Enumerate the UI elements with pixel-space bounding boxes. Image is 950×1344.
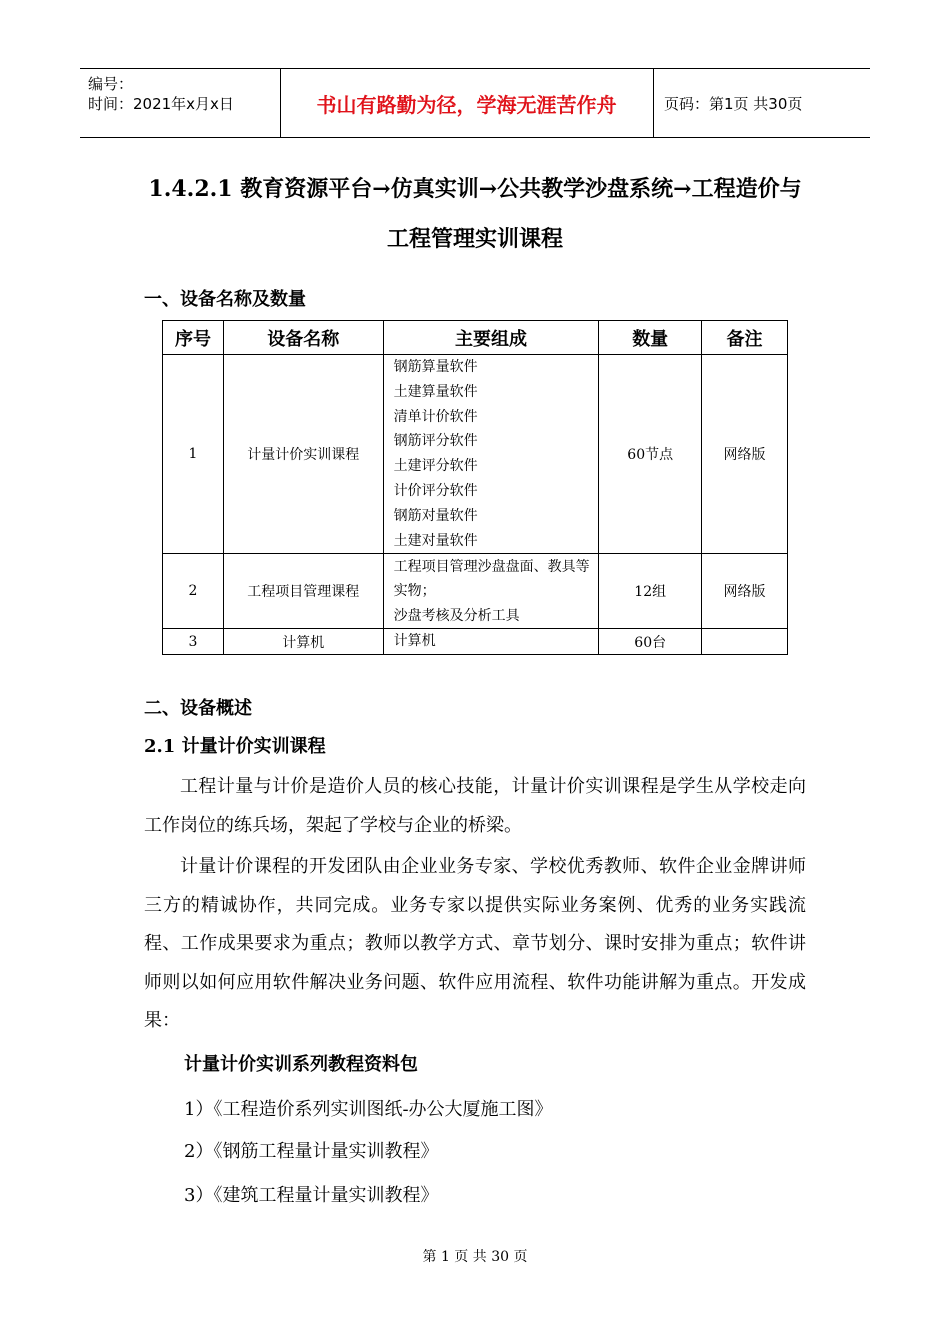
list-item: 1）《工程造价系列实训图纸-办公大厦施工图》 — [184, 1099, 553, 1120]
note — [702, 629, 788, 655]
component-item: 钢筋对量软件 — [393, 507, 478, 524]
component-item: 土建算量软件 — [393, 383, 478, 400]
list-item: 3）《建筑工程量计量实训教程》 — [184, 1185, 439, 1206]
document-title-line1: 1.4.2.1 教育资源平台→仿真实训→公共教学沙盘系统→工程造价与 — [148, 176, 802, 202]
document-title-line2: 工程管理实训课程 — [386, 226, 563, 252]
row-number: 1 — [163, 355, 224, 554]
paragraph-1: 工程计量与计价是造价人员的核心技能，计量计价实训课程是学生从学校走向工作岗位的练兵场，架起了学校与企业的桥梁。 — [144, 776, 806, 836]
header-motto: 书山有路勤为径，学海无涯苦作舟 — [280, 69, 654, 137]
components-cell — [383, 629, 599, 655]
component-item: 计算机 — [393, 633, 436, 650]
table-header-row — [163, 321, 788, 355]
equipment-table — [162, 320, 788, 655]
paragraph-2: 计量计价课程的开发团队由企业业务专家、学校优秀教师、软件企业金牌讲师三方的精诚协作，共同完成。业务专家以提供实际业务案例、优秀的业务实践流程、工作成果要求为重点；教师以教学方式、章节划分、课时安排为重点；软件讲师则以如何应用软件解决业务问题、软件应用流程、软件功能讲解为重点。开发成果： — [144, 856, 806, 1031]
header-page-info: 页码：第1页 共30页 — [664, 94, 803, 113]
column-header: 数量 — [599, 321, 702, 355]
components-cell — [383, 355, 599, 554]
equipment-name: 计算机 — [223, 629, 383, 655]
quantity: 12组 — [599, 554, 702, 629]
component-item: 工程项目管理沙盘盘面、教具等实物； — [393, 558, 590, 600]
number-label: 编号： — [88, 75, 134, 93]
component-item: 沙盘考核及分析工具 — [393, 607, 520, 624]
quantity: 60台 — [599, 629, 702, 655]
component-item: 土建对量软件 — [393, 532, 478, 549]
component-item: 钢筋评分软件 — [393, 433, 478, 450]
equipment-name: 计量计价实训课程 — [223, 355, 383, 554]
list-item: 2）《钢筋工程量计量实训教程》 — [184, 1141, 439, 1162]
section2-heading: 二、设备概述 — [144, 698, 252, 719]
column-header: 主要组成 — [383, 321, 599, 355]
components-cell — [383, 554, 599, 629]
package-title: 计量计价实训系列教程资料包 — [184, 1054, 418, 1075]
section1-heading: 一、设备名称及数量 — [144, 289, 306, 310]
document-header — [80, 68, 870, 138]
component-item: 土建评分软件 — [393, 458, 478, 475]
table-row — [163, 554, 788, 629]
component-item: 计价评分软件 — [393, 482, 478, 499]
quantity: 60节点 — [599, 355, 702, 554]
table-row — [163, 355, 788, 554]
column-header: 备注 — [702, 321, 788, 355]
section2-subheading: 2.1 计量计价实训课程 — [144, 736, 326, 757]
header-meta-cell — [80, 69, 281, 137]
component-item: 钢筋算量软件 — [393, 359, 478, 375]
row-number: 2 — [163, 554, 224, 629]
row-number: 3 — [163, 629, 224, 655]
column-header: 序号 — [163, 321, 224, 355]
component-item: 清单计价软件 — [393, 408, 478, 425]
equipment-name: 工程项目管理课程 — [223, 554, 383, 629]
column-header: 设备名称 — [223, 321, 383, 355]
note: 网络版 — [702, 355, 788, 554]
note: 网络版 — [702, 554, 788, 629]
time-label: 时间：2021年x月x日 — [88, 95, 234, 113]
table-row — [163, 629, 788, 655]
page-footer: 第 1 页 共 30 页 — [422, 1249, 528, 1265]
